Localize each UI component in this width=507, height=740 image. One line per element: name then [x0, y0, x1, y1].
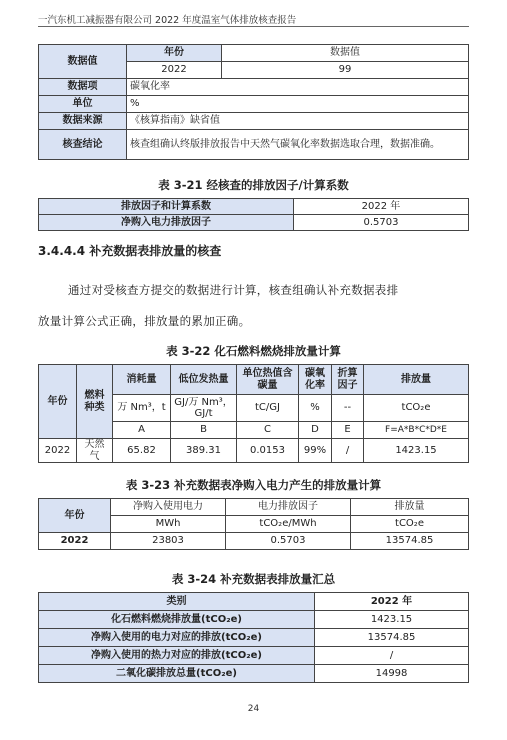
emission-factor-table	[38, 198, 469, 231]
unit-consumption: 万 Nm³，t	[113, 395, 171, 422]
letter-b: B	[171, 422, 237, 439]
col-header-oxidation: 碳氧化率	[299, 365, 332, 395]
unit-power: MWh	[111, 516, 226, 533]
fossil-fuel-emission-table	[38, 364, 469, 463]
emission-summary-table	[38, 592, 469, 683]
col-header-year: 2022 年	[294, 199, 469, 215]
page-number: 24	[247, 704, 260, 714]
oxidation-rate-table	[38, 44, 469, 160]
row-label-heat: 净购入使用的热力对应的排放(tCO₂e)	[39, 647, 315, 665]
row-value-power: 13574.85	[315, 629, 469, 647]
unit-oxidation: %	[299, 395, 332, 422]
col-header-carbon: 单位热值含碳量	[237, 365, 299, 395]
row-label-power-factor: 净购入电力排放因子	[39, 215, 294, 231]
unit-emission: tCO₂e	[351, 516, 469, 533]
col-header-factor: 排放因子和计算系数	[39, 199, 294, 215]
letter-e: E	[332, 422, 364, 439]
table-3-23-caption: 表 3-23 补充数据表净购入电力产生的排放量计算	[125, 478, 382, 492]
unit-carbon: tC/GJ	[237, 395, 299, 422]
col-header-year: 年份	[39, 499, 111, 533]
unit-factor: tCO₂e/MWh	[226, 516, 351, 533]
value-cell: 99	[222, 62, 469, 79]
row-label-source: 数据来源	[39, 113, 127, 130]
unit-emission: tCO₂e	[364, 395, 469, 422]
letter-d: D	[299, 422, 332, 439]
row-year: 2022	[39, 533, 111, 550]
row-consumption: 65.82	[113, 439, 171, 463]
row-label-item: 数据项	[39, 79, 127, 96]
row-label-unit: 单位	[39, 96, 127, 113]
row-year: 2022	[39, 439, 77, 463]
unit-ncv: GJ/万 Nm³，GJ/t	[171, 395, 237, 422]
col-header-consumption: 消耗量	[113, 365, 171, 395]
row-power: 23803	[111, 533, 226, 550]
row-value-fossil: 1423.15	[315, 611, 469, 629]
row-label-conclusion: 核查结论	[39, 130, 127, 160]
col-header-ncv: 低位发热量	[171, 365, 237, 395]
letter-a: A	[113, 422, 171, 439]
row-conversion: /	[332, 439, 364, 463]
col-header-value: 数据值	[222, 45, 469, 62]
table-3-24-caption: 表 3-24 补充数据表排放量汇总	[171, 572, 336, 586]
col-header-conversion: 折算因子	[332, 365, 364, 395]
row-fuel: 天然气	[77, 439, 113, 463]
col-header-power: 净购入使用电力	[111, 499, 226, 516]
page-header: 一汽东机工减振器有限公司 2022 年度温室气体排放核查报告	[38, 15, 297, 26]
table-3-22-caption: 表 3-22 化石燃料燃烧排放量计算	[166, 344, 341, 358]
row-label-fossil: 化石燃料燃烧排放量(tCO₂e)	[39, 611, 315, 629]
col-header-year: 年份	[39, 365, 77, 439]
row-ncv: 389.31	[171, 439, 237, 463]
table-3-21-caption: 表 3-21 经核查的排放因子/计算系数	[158, 178, 349, 192]
col-header-year: 年份	[127, 45, 222, 62]
col-header-category: 类别	[39, 593, 315, 611]
col-header-emission: 排放量	[364, 365, 469, 395]
row-label-total: 二氧化碳排放总量(tCO₂e)	[39, 665, 315, 683]
row-value-heat: /	[315, 647, 469, 665]
row-value-item: 碳氧化率	[127, 79, 469, 96]
power-emission-table	[38, 498, 469, 550]
row-value-source: 《核算指南》缺省值	[127, 113, 469, 130]
header-divider	[38, 26, 469, 27]
year-cell: 2022	[127, 62, 222, 79]
row-emission: 13574.85	[351, 533, 469, 550]
row-value-unit: %	[127, 96, 469, 113]
row-value-total: 14998	[315, 665, 469, 683]
row-factor: 0.5703	[226, 533, 351, 550]
row-value-power-factor: 0.5703	[294, 215, 469, 231]
formula: F=A*B*C*D*E	[364, 422, 469, 439]
paragraph-line-1: 通过对受核查方提交的数据进行计算，核查组确认补充数据表排	[68, 283, 399, 297]
col-header-year: 2022 年	[315, 593, 469, 611]
col-header-emission: 排放量	[351, 499, 469, 516]
row-oxidation: 99%	[299, 439, 332, 463]
paragraph-line-2: 放量计算公式正确，排放量的累加正确。	[38, 314, 251, 328]
row-emission: 1423.15	[364, 439, 469, 463]
section-heading: 3.4.4.4 补充数据表排放量的核查	[38, 244, 222, 258]
row-carbon: 0.0153	[237, 439, 299, 463]
row-value-conclusion: 核查组确认终版排放报告中天然气碳氧化率数据选取合理，数据准确。	[127, 130, 469, 160]
unit-conversion: --	[332, 395, 364, 422]
row-label-power: 净购入使用的电力对应的排放(tCO₂e)	[39, 629, 315, 647]
col-header-fuel: 燃料种类	[77, 365, 113, 439]
letter-c: C	[237, 422, 299, 439]
col-header-factor: 电力排放因子	[226, 499, 351, 516]
row-label-value: 数据值	[39, 45, 127, 79]
